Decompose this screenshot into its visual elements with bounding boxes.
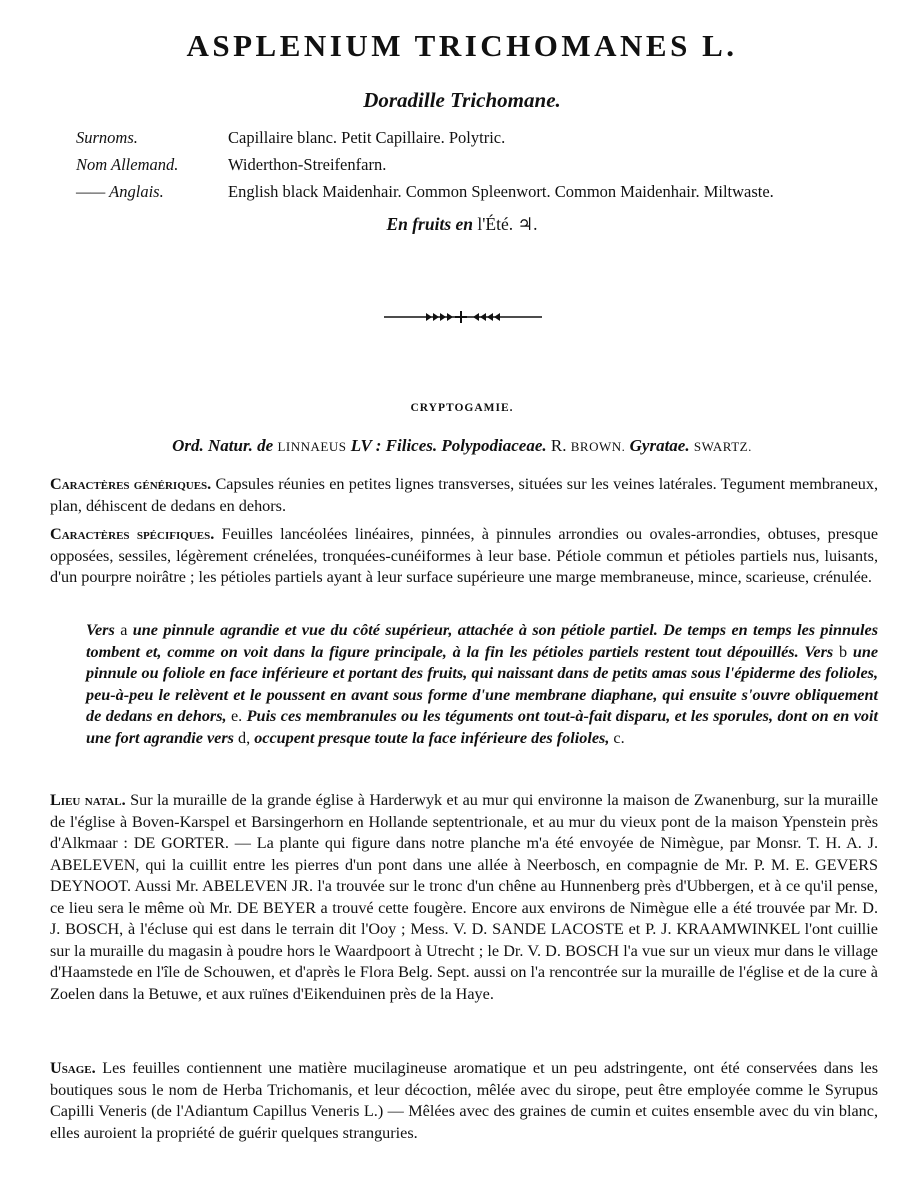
- specific-characters: [50, 524, 878, 589]
- figure-letter: a: [120, 621, 128, 639]
- explanation-text: une pinnule ou foliole en face inférieure et portant des fruits, qui naissant dans de petits amas sous l'épiderme des folioles, peu-à-peu le relèvent et le poussent en avant sous forme d'une membrane diaphane, qui ensuite s'ouvre obliquement de dedans en dehors,: [86, 642, 879, 725]
- season-normal: l'Été. ♃.: [477, 214, 538, 234]
- explanation-text: Puis ces membranules ou les téguments ont tout-à-fait disparu, et les sporules, dont on en voit une fort agrandie vers: [86, 707, 878, 747]
- names-label: —— Anglais.: [76, 182, 164, 201]
- habitat-text: Sur la muraille de la grande église à Harderwyk et au mur qui environne la maison de Zwanenburg, sur la muraille de l'église à Boven-Karspel et Barsingerhorn en Hollande septentrionale, et au mur du vieux pont de la maison Ypenstein près d'Alkmaar : DE GORTER. — La plante qui figure dans notre planche m'a été envoyée de Nimègue, par Monsr. T. H. A. J. ABELEVEN, qui la cuillit entre les pierres d'un pont dans une allée à Neerbosch, en compagnie de Mr. P. M. E. GEVERS DEYNOOT. Aussi Mr. ABELEVEN JR. l'a trouvée sur le tronc d'un chêne au Hunnenberg près d'Ubbergen, et à ce qu'il pense, ce lieu sera le même où Mr. DE BEYER a trouvé cette fougère. Encore aux environs de Nimègue elle a été trouvée par Mr. D. J. BOSCH, à l'écluse qui est dans le terrain dit l'Ooy ; Mess. V. D. SANDE LACOSTE et P. J. KRAAMWINKEL l'ont cuillie sur la muraille du magasin à poudre hors le Waardpoort à Utrecht ; le Dr. V. D. BOSCH l'a vue sur un vieux mur dans le village d'Haamstede en l'île de Schouwen, et d'après le Flora Belg. Sept. aussi on l'a rencontrée sur la muraille de l'église et de la cure à Zoelen dans la Betuwe, et aux ruïnes d'Eikenduinen près de la Haye.: [50, 791, 879, 1003]
- page-subtitle: Doradille Trichomane.: [363, 88, 561, 112]
- order-author: SWARTZ.: [693, 439, 752, 454]
- fruiting-season: [0, 214, 924, 235]
- usage-section: [50, 1058, 878, 1144]
- figure-letter: c.: [613, 728, 625, 747]
- season-italic: En fruits en: [386, 214, 474, 234]
- order-author: LINNAEUS: [277, 439, 347, 454]
- order-author: BROWN.: [570, 439, 626, 454]
- order-part: Gyratae.: [629, 436, 690, 455]
- order-author: R.: [550, 436, 567, 455]
- generic-characters: [50, 474, 878, 517]
- names-row-surnoms: [76, 128, 896, 155]
- ornament-divider-icon: [384, 310, 542, 324]
- names-label: Surnoms.: [76, 128, 138, 147]
- figure-letter: e.: [231, 707, 243, 725]
- order-part: LV : Filices. Polypodiaceae.: [350, 436, 547, 455]
- specific-heading: Caractères spécifiques.: [50, 525, 215, 543]
- names-value: English black Maidenhair. Common Spleenwort. Common Maidenhair. Miltwaste.: [228, 182, 774, 201]
- explanation-text: une pinnule agrandie et vue du côté supérieur, attachée à son pétiole partiel. De temps en temps les pinnules tombent et, comme on voit dans la figure principale, à la fin les pétioles partiels restent tout dépouillés. Vers: [86, 621, 879, 661]
- names-value: Capillaire blanc. Petit Capillaire. Polytric.: [228, 128, 506, 147]
- explanation-text: Vers: [86, 621, 115, 639]
- generic-text: Capsules réunies en petites lignes transverses, situées sur les veines latérales. Tegument membraneux, plan, déhiscent de dedans en dehors.: [50, 475, 878, 515]
- explanation-text: occupent presque toute la face inférieure des folioles,: [254, 728, 610, 747]
- habitat-heading: Lieu natal.: [50, 791, 126, 809]
- habitat-section: [50, 790, 878, 1005]
- figure-explanation: [86, 620, 878, 749]
- usage-text: Les feuilles contiennent une matière mucilagineuse aromatique et un peu adstringente, ont été conservées dans les boutiques sous le nom de Herba Trichomanis, et leur décoction, mêlée avec du sirope, peut être employée comme le Syrupus Capilli Veneris (de l'Adiantum Capillus Veneris L.) — Mêlées avec des graines de cumin et cuites ensemble avec du vin blanc, elles auroient la propriété de guérir quelques stranguries.: [50, 1059, 878, 1142]
- order-part: Ord. Natur. de: [172, 436, 274, 455]
- names-value: Widerthon-Streifenfarn.: [228, 155, 387, 174]
- figure-letter: d,: [238, 728, 251, 747]
- common-names: [76, 128, 896, 209]
- section-heading: CRYPTOGAMIE.: [410, 402, 514, 414]
- generic-heading: Caractères génériques.: [50, 475, 212, 493]
- page-title: ASPLENIUM TRICHOMANES L.: [186, 28, 738, 63]
- names-label: Nom Allemand.: [76, 155, 179, 174]
- names-row-anglais: [76, 182, 896, 209]
- natural-order-line: [0, 436, 924, 456]
- names-row-allemand: [76, 155, 896, 182]
- usage-heading: Usage.: [50, 1059, 96, 1077]
- specific-text: Feuilles lancéolées linéaires, pinnées, à pinnules arrondies ou ovales-arrondies, obtuses, presque opposées, sessiles, légèrement crénelées, tronquées-cunéiformes à leur base. Pétiole commun et pétioles partiels nus, luisants, d'un pourpre noirâtre ; les pétioles partiels ayant à leur surface supérieure une marge membraneuse, mince, scarieuse, crénulée.: [50, 525, 879, 586]
- figure-letter: b: [838, 642, 848, 661]
